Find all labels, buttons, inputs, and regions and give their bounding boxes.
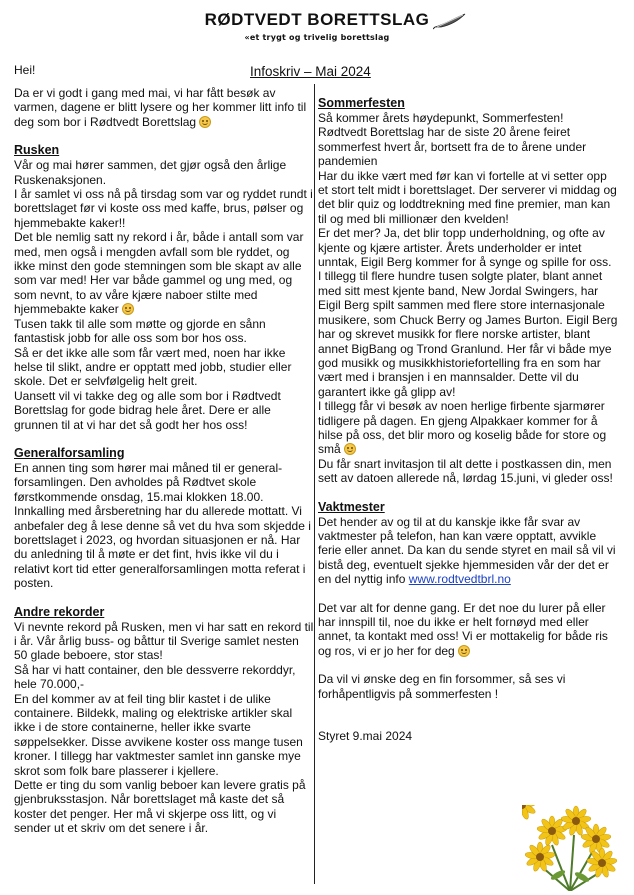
left-column (14, 86, 314, 836)
smiley-icon (344, 443, 356, 455)
feather-icon (433, 12, 467, 30)
sommer-p5: I tillegg til flere hundre tusen solgte plater, blant annet med sitt mest kjente band, New Jordal Swingers, har Eigil Berg spilt sammen med flere store internasjonale musikere, som Chuck Berry og James Burton. Eigil Berg har og skrevet musikk for flere norske artister, blant annet BigBang og Trond Granlund. Her får vi både mye god musikk og musikkhistoriefortelling fra en som har vært med i bransjen i en mannsalder. Dette vil du garantert ikke gå glipp av! (318, 269, 618, 399)
smiley-icon (122, 303, 134, 315)
closing-p2: Da vil vi ønske deg en fin forsommer, så ses vi forhåpentligvis på sommerfesten ! (318, 672, 566, 701)
column-divider (314, 84, 315, 884)
letterhead (0, 10, 634, 42)
closing-p1: Det var alt for denne gang. Er det noe du lurer på eller har innspill til, noe du ikke er helt fornøyd med eller annet, ta kontakt med oss! Vi er mottakelig for både ris og ros, vi er jo her for deg (318, 600, 608, 658)
greeting: Hei! (14, 63, 36, 77)
rekorder-p4: Dette er ting du som vanlig beboer kan levere gratis på gjenbruksstasjon. Når borettslaget må kaste det så koster det penger. Her må vi skjerpe oss litt, og vi sender ut et skriv om det senere i år. (14, 778, 306, 836)
right-column (318, 96, 620, 743)
flowers-image (522, 805, 618, 891)
intro-paragraph: Da er vi godt i gang med mai, vi har fått besøk av varmen, dagene er blitt lysere og her kommer litt info til deg som bor i Rødtvedt Borettslag (14, 86, 307, 129)
rekorder-p2: Så har vi hatt container, den ble dessverre rekorddyr, hele 70.000,- (14, 662, 296, 692)
rusken-p4: Tusen takk til alle som møtte og gjorde en sånn fantastisk jobb for alle oss som bor hos oss. (14, 316, 266, 346)
rusken-p2: I år samlet vi oss nå på tirsdag som var og ryddet rundt i borettslaget før vi koste oss med kaffe, brus, pølser og hjemmebakte kaker!! (14, 187, 313, 230)
sommer-heading: Sommerfesten (318, 96, 405, 110)
vakt-heading: Vaktmester (318, 499, 385, 514)
signature: Styret 9.mai 2024 (318, 729, 413, 744)
sommer-p1: Så kommer årets høydepunkt, Sommerfesten! (318, 111, 564, 125)
smiley-icon (458, 645, 470, 657)
rusken-p6: Uansett vil vi takke deg og alle som bor i Rødtvedt Borettslag for gode bidrag hele året. Dere er alle grunnen til at vi har det så godt her hos oss! (14, 388, 281, 432)
rekorder-p1: Vi nevnte rekord på Rusken, men vi har satt en rekord til i år. Vår årlig buss- og båttur til Sverige samlet nesten 50 glade beboere, stor stas! (14, 619, 314, 663)
org-title: RØDTVEDT BORETTSLAG (204, 10, 430, 29)
sommer-p2: Rødtvedt Borettslag har de siste 20 årene feiret sommerfest hvert år, bortsett fra de to årene under pandemien (318, 125, 587, 169)
vakt-p1: Det hender av og til at du kanskje ikke får svar av vaktmester på telefon, han kan være opptatt, avvikle ferie eller annet. Da kan du sende styret en mail så vil vi bistå deg, eventuelt sjekke hjemmesiden vår der det er en del nyttig info www.rodtvedtbrl.no (318, 514, 616, 587)
general-heading: Generalforsamling (14, 445, 125, 460)
rusken-p5: Så er det ikke alle som får vært med, noen har ikke helse til slikt, andre er opptatt med jobb, studier eller skole. Det er selvfølgelig helt greit. (14, 345, 292, 389)
rekorder-p3: En del kommer av at feil ting blir kastet i de ulike containere. Bildekk, maling og elektriske artikler skal ikke i de store containerne, heller ikke svarte søppelsekker. Disse avvikene koster oss mange tusen kroner. I tillegg har vaktmester samlet inn ganske mye skrot som folk bare plasserer i kjellere. (14, 691, 303, 778)
sommer-p3: Har du ikke vært med før kan vi fortelle at vi setter opp et stort telt midt i borettslaget. Der serverer vi middag og det blir quiz og loddtrekning med fine premier, man kan til og med bli millionær den kvelden! (318, 168, 617, 226)
info-title: Infoskriv – Mai 2024 (250, 64, 371, 79)
smiley-icon (199, 116, 211, 128)
sommer-p4: Er det mer? Ja, det blir topp underholdning, og ofte av kjente og kjære artister. Årets underholder er intet unntak, Eigil Berg kommer for å synge og spille for oss. (318, 226, 612, 270)
homepage-link[interactable]: www.rodtvedtbrl.no (408, 572, 511, 587)
general-p1: En annen ting som hører mai måned til er general-forsamlingen. Den avholdes på Rødtvet skole førstkommende onsdag, 15.mai klokken 18.00. Innkalling med årsberetning har du allerede mottatt. Vi anbefaler deg å lese denne så vet du hva som skjedde i borettslaget i 2023, og hvordan situasjonen er nå. Har du anledning til å møte er det fint, hvis ikke vil du i relativt kort tid etter generalforsamlingen motta referat i posten. (14, 460, 311, 591)
sommer-p6: I tillegg får vi besøk av noen herlige firbente sjarmører tidligere på dagen. En gjeng Alpakkaer kommer for å hilse på oss, det blir moro og koselig både for store og små (318, 399, 607, 457)
tagline: «et trygt og trivelig borettslag (244, 33, 390, 42)
sommer-p7: Du får snart invitasjon til alt dette i postkassen din, men sett av datoen allerede nå, lørdag 15.juni, vi gleder oss! (318, 456, 613, 486)
rusken-p1: Vår og mai hører sammen, det gjør også den årlige Ruskenaksjonen. (14, 158, 287, 187)
rusken-heading: Rusken (14, 143, 60, 158)
rekorder-heading: Andre rekorder (14, 604, 105, 619)
rusken-p3: Det ble nemlig satt ny rekord i år, både i antall som var med, men også i mengden avfall som ble ryddet, og ikke minst den gode stemningen som ble skapt av alle som var med! Her var både gammel og ung med, og som nevnt, to av våre kjære naboer stilte med hjemmebakte kaker (14, 230, 304, 317)
